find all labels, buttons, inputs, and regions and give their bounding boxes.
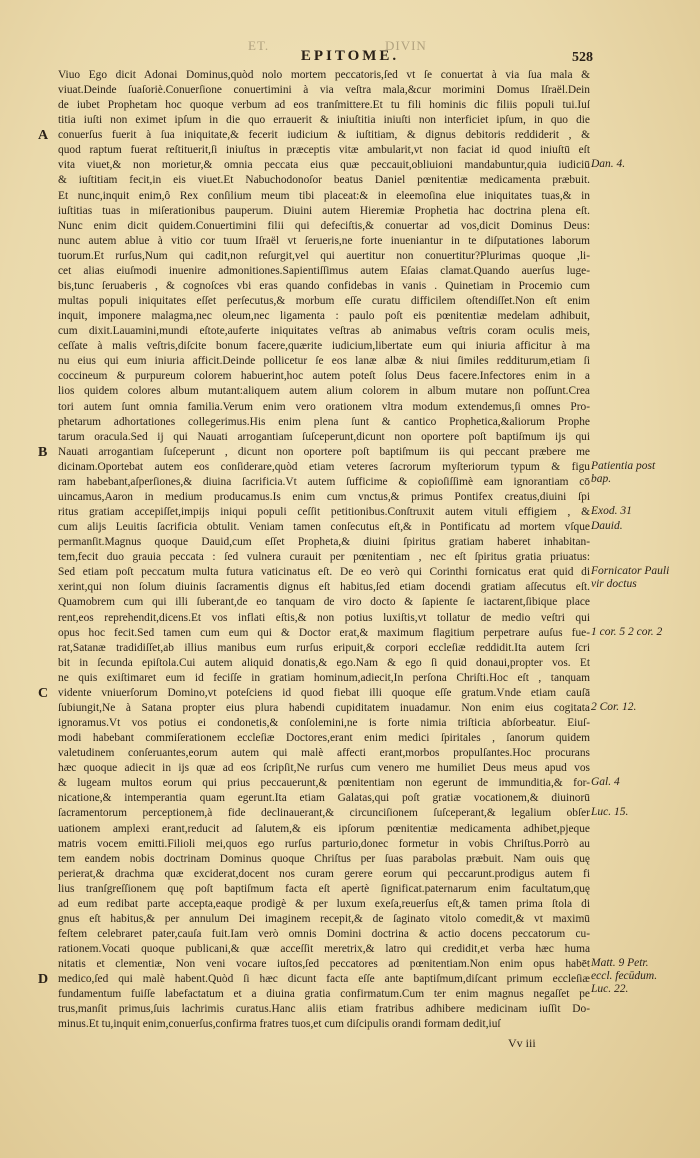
text-line: cum dixit.Lauamini,mundi eſtote,auferte iniquitates veſtras ab animabus veſtris coram oculis meis, xyxy=(58,325,590,338)
text-line: tori autem ſunt omnia familia.Verum enim vero orationem vltra modum extendemus,ſi omnes Pro- xyxy=(58,400,590,413)
text-line: fundamentum fuiſſe labefactatum et a diuina gratia confirmatum.Cum ter enim magnus negaſſet pe xyxy=(58,988,590,1001)
margin-note: 1 cor. 5 2 cor. 2 xyxy=(591,625,663,638)
margin-note: Dauid. xyxy=(591,520,623,533)
text-line: Nunc enim dicit quidem.Conuertimini filii qui defeciſtis,& conuertar ad vos,dicit Dominus Deus: xyxy=(58,219,590,232)
margin-note: Fornicator Pauli vir doctus xyxy=(591,565,670,591)
text-line: lios quidem colores album mutant:aliquem autem alium colorem in album mutare non poſſunt.Crea xyxy=(58,385,590,398)
text-line: iuſtitias tuas in miſerationibus pauperum. Diuini autem Hieremiæ Prophetia hac doctrina plena eſt. xyxy=(58,204,590,217)
text-line: vidente vniuerſorum Domino,vt poteſciens id quod fiebat illi quoque eſſe gratum.Vnde etiam cauſā xyxy=(58,686,590,699)
text-line: ceſſate à malis veſtris,diſcite bonum facere,quærite iudicium,libertate eum qui iniuria afficitur à ma xyxy=(58,340,590,353)
text-line: ritus gratiam accepiſſet,impijs iniqui populi ceſſit petitionibus.Conſtruxit autem vituli effigiem , & xyxy=(58,506,590,519)
running-head-right: DIVIN xyxy=(385,38,427,53)
text-line: Et nunc,inquit enim,ô Rex conſilium meum tibi placeat:& in eleemoſina elue iniquitates tuas,& in xyxy=(58,189,590,202)
text-line: cet alias eiuſmodi inuenire admonitiones.Sapientiſſimus autem Eſaias clamat.Quando auerſus luge- xyxy=(58,264,590,277)
text-line: trus,manſit primus,ſuis lachrimis curatus.Hanc aliis etiam fratribus adhibere medicinam iuſſit Do- xyxy=(58,1003,590,1016)
running-head-title: EPITOME. xyxy=(300,48,400,64)
text-line: perierat,& drachma quæ exciderat,docent nos curam gerere eorum qui peccarunt.prodigus autem fi xyxy=(58,867,590,880)
text-line: Sed etiam poſt peccatum multa futura vaticinatus eſt. De eo verò qui Corinthi fornicatus erat quid di xyxy=(58,566,590,579)
text-line: tem eandem nobis doctrinam Dominus quoque Chriſtus per ſuas parabolas præbuit. Nam ouis quę xyxy=(58,852,590,865)
text-line: ne quis exiſtimaret eum id feciſſe in gratiam hominum,adiecit,In perſona Chriſti.Hoc eſt , tanquam xyxy=(58,671,590,684)
text-line: matris vocem emitti.Filioli mei,quos ego rurſus parturio,donec formetur in vobis Chriſtus.Porrò au xyxy=(58,837,590,850)
text-line: & lugeam multos eorum qui prius peccauerunt,& pœnitentiam non egerunt de immunditia,& for- xyxy=(58,777,590,790)
text-line: & iuſtitiam fecit,in eis viuet.Et Nabuchodonoſor beatus Daniel pœnitentiæ medicamenta præbuit. xyxy=(58,174,590,187)
text-line: conuerſus fuerit à ſua iniquitate,& fecerit iudicium & iuſtitiam, & dignus debitoris reddiderit , & xyxy=(58,129,590,142)
text-line: gnus eſt habitus,& per annulum Dei imaginem recepit,& de ſaginato vitolo comedit,& vt maximū xyxy=(58,912,590,925)
margin-note: Luc. 15. xyxy=(591,806,629,819)
section-letter: B xyxy=(38,444,48,460)
text-line: modi habebant commiſerationem eccleſiæ Doctores,erant enim medici ſpiritales , ſanorum quidem xyxy=(58,732,590,745)
running-head-left: ET. xyxy=(248,38,270,53)
text-line: titia iuſti non eximet ipſum in die quo errauerit & iniuſtitia iniuſti non interficiet ipſum, in quo die xyxy=(58,114,590,127)
text-line: ſubiungit,Ne à Satana propter eius plura habendi cupiditatem inuadamur. Non enim eius cogitata xyxy=(58,701,590,714)
text-line: de iubet Prophetam hoc quoque verbum ad eos tranſmittere.Et tu fili hominis dic filiis populi tui.Iuſ xyxy=(58,99,590,112)
text-line: nicatione,& intemperantia quam egerunt.Ita etiam Galatas,qui poſt gratiæ vocationem,& diuinorū xyxy=(58,792,590,805)
text-line: Quamobrem cum qui illi ſuberant,de eo tanquam de viro docto & ſapiente ſe iactarent,ſibique place xyxy=(58,596,590,609)
text-line: tarum oracula.Sed ij qui Nauati arrogantiam ſuſceperunt,dicunt non oportere poſt baptiſmum ijs qui xyxy=(58,430,590,443)
signature-mark: Vv iii xyxy=(508,1036,536,1050)
margin-note: 2 Cor. 12. xyxy=(591,700,637,713)
margin-note: Exod. 31 xyxy=(591,505,632,518)
text-line: nitatis et clementiæ, Non veni vocare iuſtos,ſed peccatores ad pœnitentiam.Non enim opus habēt xyxy=(58,958,590,971)
text-line: uationem amplexi erant,reducit ad ſalutem,& eis ipſorum pœnitentiæ medicamenta adhibet,pjeque xyxy=(58,822,590,835)
margin-note: Dan. 4. xyxy=(591,158,626,171)
text-line: ram habebant,aſperſiones,& diuina ſacrificia.Vt autem ſufficime & copioſiſſimè eam ignorantiam cō xyxy=(58,475,590,488)
text-line: coccineum & purpureum colorem habuerint,hoc autem poteſt ſolus Deus facere.Infectores enim in a xyxy=(58,370,590,383)
text-line: inquit, imponere malagma,nec oleum,nec ligamenta : paulo poſt eis pœnitentiæ medelam adhibuit, xyxy=(58,310,590,323)
text-line: rationem.Vocati quoque publicani,& quæ acceſſit meretrix,& latro qui credidit,et verba hæc huma xyxy=(58,943,590,956)
text-line: nu eius qui eum iniuria afficit.Deinde pollicetur ſe eos lanæ albæ & niui ſimiles redditurum,etiam ſi xyxy=(58,355,590,368)
text-line: feſtem celebraret pater,cauſa fuit.Iam verò omnis Domini doctrina & actio docens peccatorum cu- xyxy=(58,927,590,940)
margin-note: Gal. 4 xyxy=(591,776,620,789)
text-line: xerint,qui non ſolum diuinis ſacramentis dignus eſt habitus,ſed etiam docendi gratiam aſſecutus eſt. xyxy=(58,581,590,594)
margin-note: Matt. 9 Petr. eccl. fecūdum. Luc. 22. xyxy=(591,957,658,996)
folio-number: 528 xyxy=(572,50,593,65)
text-line: rat,Satanæ tradidiſſet,ab illius manibus eum rurſus eripuit,& corpori eccleſiæ reddidit.Ita autem ſcri xyxy=(58,641,590,654)
text-line: quod raptum fuerat reſtituerit,ſi iniuſtus in præceptis vitæ ambularit,vt non faciat id quod iniuſtū eſt xyxy=(58,144,590,157)
text-line: valetudinem conſeruantes,eorum autem qui malè affecti erant,morbos propulſantes.Hoc procurans xyxy=(58,747,590,760)
text-line: dicinam.Oportebat autem eos conſiderare,quòd etiam veteres ſacrorum myſteriorum typum & figu xyxy=(58,460,590,473)
text-line: cum alijs Leuitis ſacrificia obtulit. Veniam tamen conſecutus eſt,& in Pontificatu ad mortem vſque xyxy=(58,521,590,534)
text-line: medico,ſed qui malè habent.Quòd ſi hæc dicunt facta eſſe ante baptiſmum,diſcant primum eccleſiæ xyxy=(58,973,590,986)
text-line: vita viuet,& non morietur,& omnia peccata eius quæ peccauit,obliuioni mandabuntur,quia iudiciū xyxy=(58,159,590,172)
text-line: ad eum redibat parte accepta,eaque prodigè & per luxum exeſa,reuerſus eſt,& tamen prima ſtola di xyxy=(58,897,590,910)
text-line: nunc autem ablue à vitio cor tuum Iſraël vt ſerueris,ne forte inueniantur in te diſputationes laborum xyxy=(58,234,590,247)
margin-note: Patientia post bap. xyxy=(591,459,656,485)
section-letter: D xyxy=(38,972,49,988)
text-line: phetarum adhortationes collegerimus.His enim plena ſunt & cantico Prophetica,&aliorum Prophe xyxy=(58,415,590,428)
text-line: minus.Et tu,inquit enim,conuerſus,confirma fratres tuos,et cum diſcipulis orandi formam dedit,iuſ xyxy=(58,1018,501,1031)
text-line: multas populi iniquitates eſſet perſecutus,& morbum eſſe curatu difficilem oſtendiſſet.Non eſt enim xyxy=(58,295,590,308)
text-line: opus hoc fecit.Sed tamen cum eum qui & Doctor erat,& maximum flagitium perpetrare auſus fue- xyxy=(58,626,590,639)
text-line: bit in ſecunda epiſtola.Cui autem aliquid donatis,& ego.Nam & ego ſi quid donaui,propter vos. Et xyxy=(58,656,590,669)
text-line: tuorum.Et rurſus,Num qui cadit,non reſurgit,vel qui auertitur non conuertitur?Plurimas quoque ,li- xyxy=(58,249,590,262)
text-line: viuat.Deinde ſuaſoriè.Conuerſione conuertimini à via veſtra mala,&cur morimini Domus Iſraël.Dein xyxy=(58,84,590,97)
text-line: Viuo Ego dicit Adonai Dominus,quòd nolo mortem peccatoris,ſed vt ſe conuertat à via ſua mala & xyxy=(58,69,590,81)
text-line: Nauati arrogantiam ſuſceperunt , dicunt non oportere poſt baptiſmum iis qui peccant præbere me xyxy=(58,445,590,458)
text-line: rent,eos reprehendit,dicens.Et vos inflati eſtis,& non potius luxiſtis,vt tollatur de medio veſtri qui xyxy=(58,611,590,624)
text-line: lius tranſgreſſionem quę poſt baptiſmum facta eſt apertè ſignificat.paternarum enim facultatum,quę xyxy=(58,882,590,895)
section-letter: C xyxy=(38,685,49,701)
text-line: uincamus,Aaron in medium producamus.Is enim cum vnctus,& primus Pontifex creatus,diuini ſpi xyxy=(58,490,590,503)
text-line: hæc quoque adiecit in ijs quæ ad eos ſcripſit,Ne rurſus cum venero me humiliet Deus meus apud vos xyxy=(58,762,590,775)
text-line: ignoramus.Vt vos potius ei condonetis,& conſolemini,ne is forte nimia triſticia abſorbeatur. Eiuſ- xyxy=(58,717,590,729)
text-line: ſacramentorum perceptionem,à fide declinauerant,& circunciſionem ſuſceperant,& legalium obſer xyxy=(58,807,590,820)
section-letter: A xyxy=(38,128,49,144)
text-line: permanſit.Magnus quoque Dauid,cum eſſet Propheta,& diuini ſpiritus gratiam haberet inhabitan- xyxy=(58,536,590,549)
text-line: bis,tunc ſeruaberis , & cognoſces vbi eras quando confidebas in vanis . Quinetiam in Procemio cum xyxy=(58,279,590,292)
text-line: tem,fecit duo grauia peccata : ſed vulnera curauit per pœnitentiam , nec eſt ſpiritus gratia priuatus: xyxy=(58,551,590,564)
